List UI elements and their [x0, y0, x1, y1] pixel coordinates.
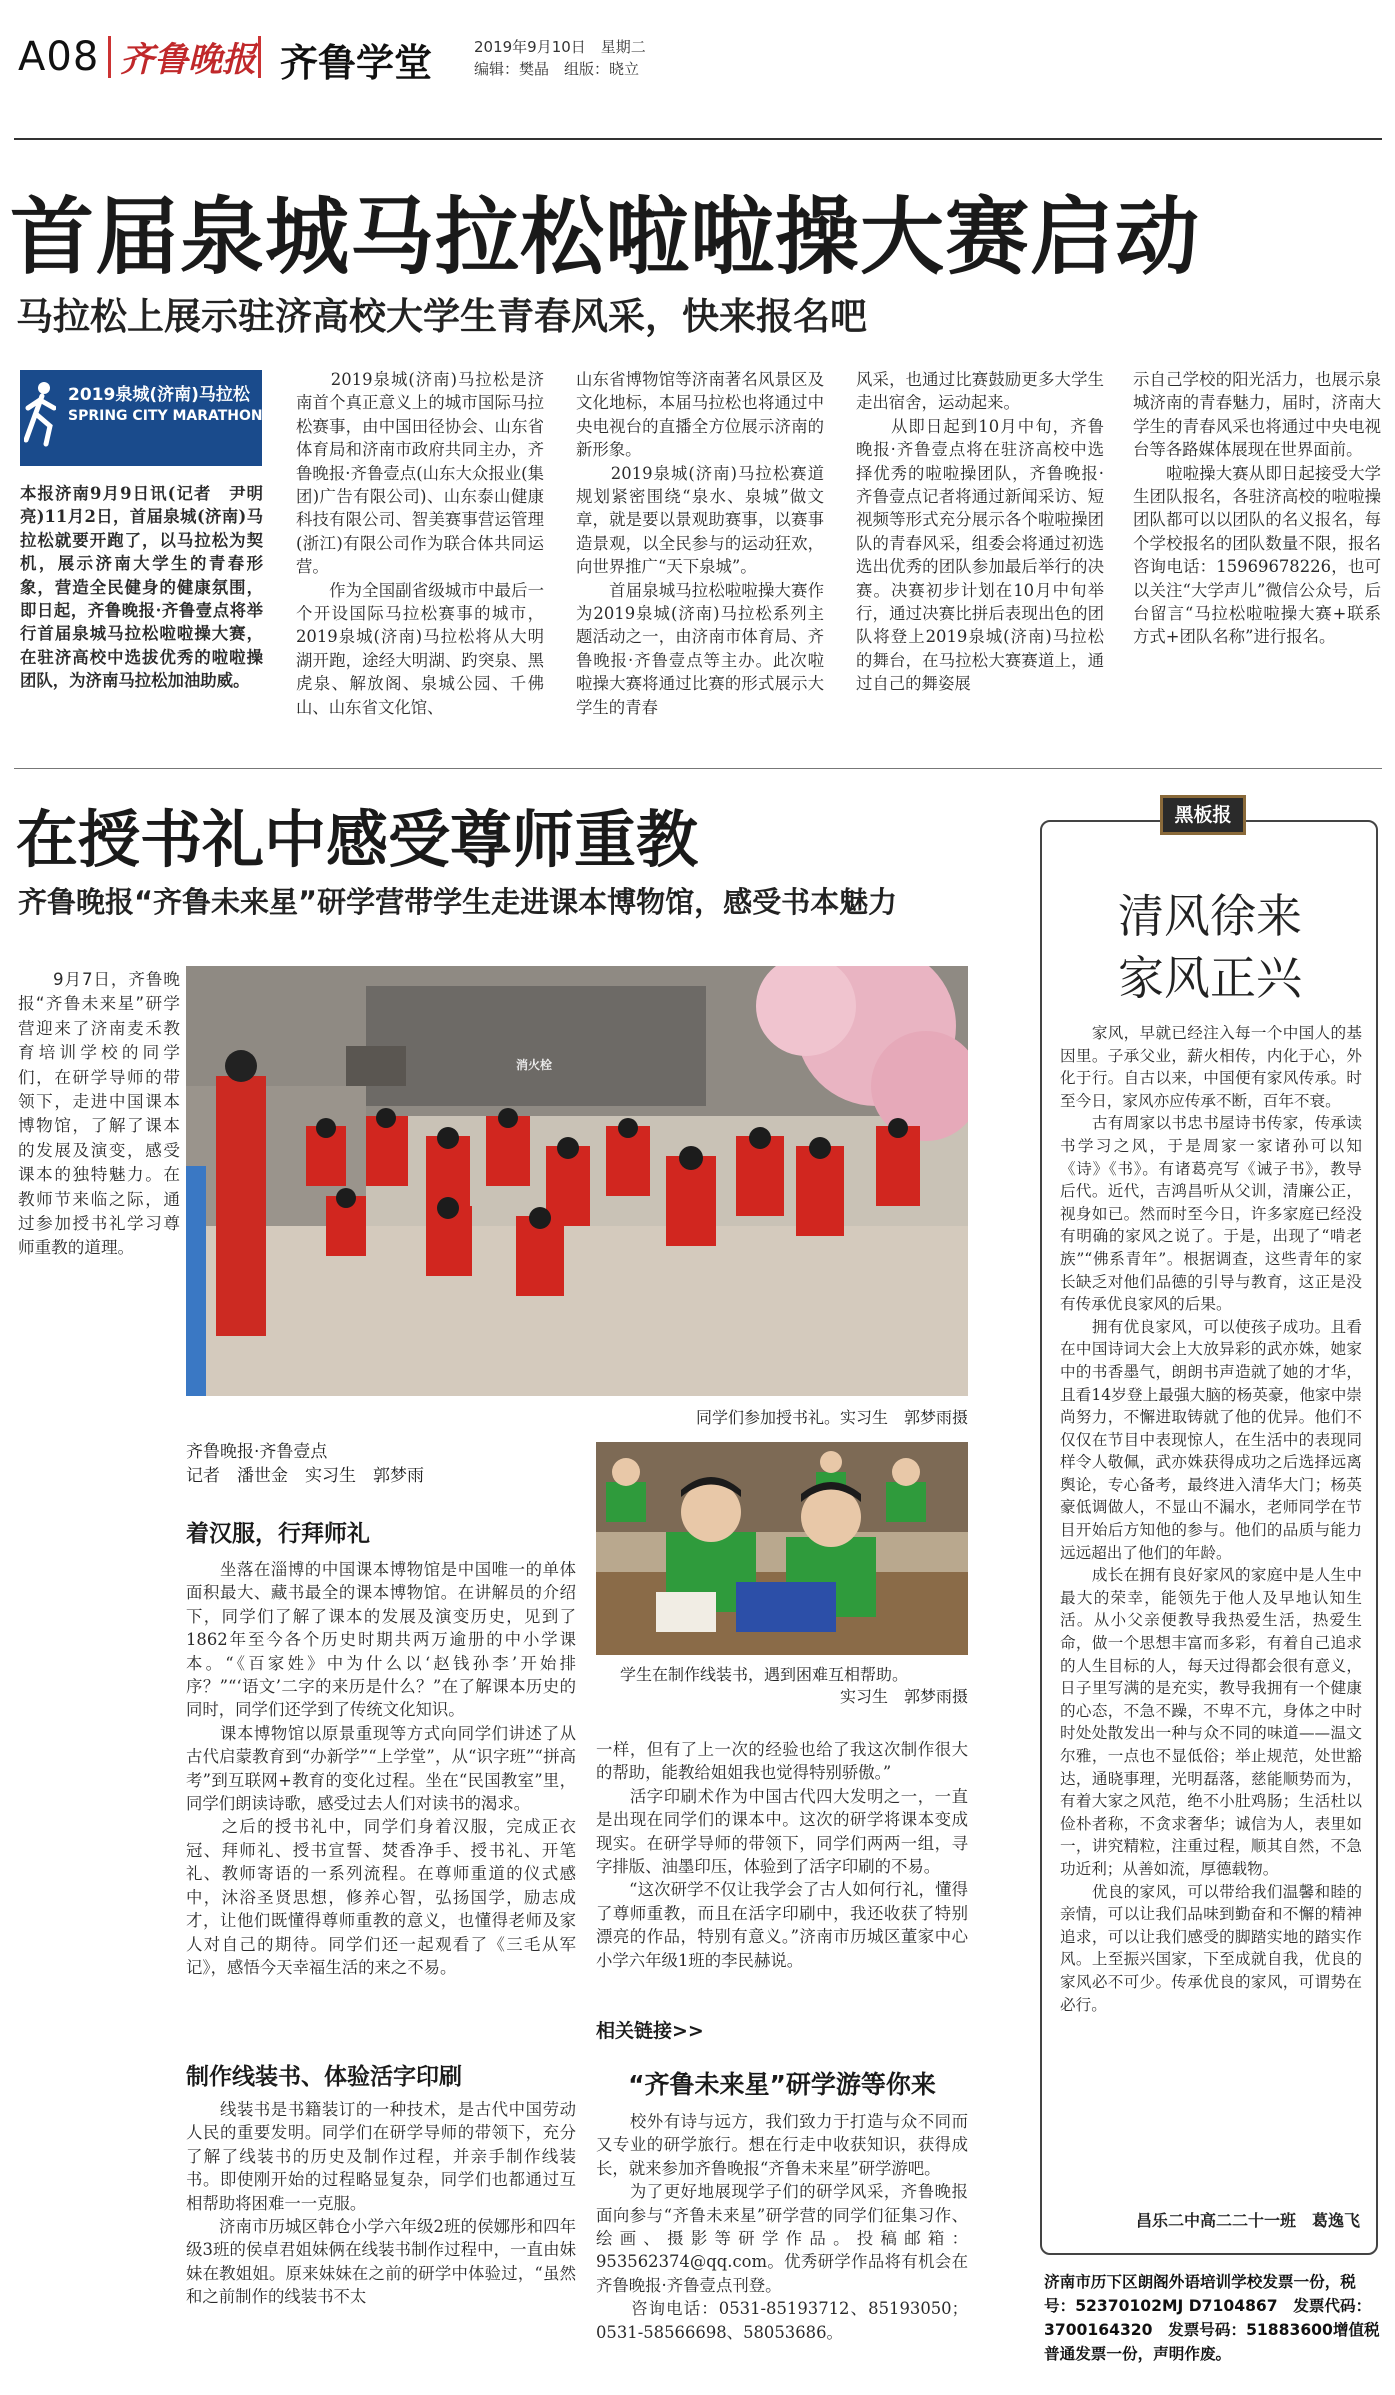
body-bookbinding: 线装书是书籍装订的一种技术，是古代中国劳动人民的重要发明。同学们在研学导师的带领下，充分了解了线装书的历史及制作过程，并亲手制作线装书。即使刚开始的过程略显复杂，同学们也都通过互相帮助将困难一一克服。 济南市历城区韩仓小学六年级2班的侯娜彤和四年级3班的侯卓君姐妹俩在线装书制作过程中，一直由妹妹在教姐姐。原来妹妹在之前的研学中体验过，“虽然和之前制作的线装书不太 — [186, 2100, 576, 2307]
blackboard-title-line1: 清风徐来 — [1118, 889, 1302, 943]
marathon-col-3: 山东省博物馆等济南著名风景区及文化地标，本届马拉松也将通过中央电视台的直播全方位展示济南的新形象。 2019泉城(济南)马拉松赛道规划紧密围绕“泉水、泉城”做文章，就是要以景观助赛事，以赛事造景观，以全民参与的运动狂欢，向世界推广“天下泉城”。 首届泉城马拉松啦啦操大赛作为2019泉城(济南)马拉松系列主题活动之一，由济南市体育局、齐鲁晚报·齐鲁壹点等主办。此次啦啦操大赛将通过比赛的形式展示大学生的青春 — [576, 370, 824, 717]
runner-icon — [24, 378, 56, 448]
subheadline-marathon: 马拉松上展示驻济高校大学生青春风采，快来报名吧 — [16, 295, 867, 338]
subhead-bookbinding: 制作线装书、体验活字印刷 — [186, 2064, 462, 2090]
ceremony-photo-illustration — [186, 966, 968, 1396]
subheadline-textbook: 齐鲁晚报“齐鲁未来星”研学营带学生走进课本博物馆，感受书本魅力 — [18, 885, 898, 919]
page-number: A08 — [18, 34, 100, 80]
headline-marathon: 首届泉城马拉松啦啦操大赛启动 — [10, 188, 1201, 286]
bookbinding-photo-illustration — [596, 1442, 968, 1655]
body-hanfu: 坐落在淄博的中国课本博物馆是中国唯一的单体面积最大、藏书最全的课本博物馆。在讲解员的介绍下，同学们了解了课本的发展及演变历史，见到了1862年至今各个历史时期共两万逾册的中小学课本。“《百家姓》中为什么以‘赵钱孙李’开始排序？”“‘语文’二字的来历是什么？”在了解课本历史的同时，同学们还学到了传统文化知识。 课本博物馆以原景重现等方式向同学们讲述了从古代启蒙教育到“办新学”“上学堂”，从“识字班”“拼高考”到互联网+教育的变化过程。坐在“民国教室”里，同学们朗读诗歌，感受过去人们对读书的渴求。 之后的授书礼中，同学们身着汉服，完成正衣冠、拜师礼、授书宣誓、焚香净手、授书礼、开笔礼、教师寄语的一系列流程。在尊师重道的仪式感中，沐浴圣贤思想，修养心智，弘扬国学，励志成才，让他们既懂得尊师重教的意义，也懂得老师及家人对自己的期待。同学们还一起观看了《三毛从军记》，感悟今天幸福生活的来之不易。 — [186, 1560, 576, 1977]
ceremony-photo-caption: 同学们参加授书礼。实习生 郭梦雨摄 — [695, 1408, 968, 1427]
body-future-star: 校外有诗与远方，我们致力于打造与众不同而又专业的研学旅行。想在行走中收获知识，获得成长，就来参加齐鲁晚报“齐鲁未来星”研学游吧。 为了更好地展现学子们的研学风采，齐鲁晚报面向参与“齐鲁未来星”研学营的同学们征集习作、绘画、摄影等研学作品。投稿邮箱：953562374@qq.com。优秀研学作品将有机会在齐鲁晚报·齐鲁壹点刊登。 咨询电话：0531-85193712、85193050；0531-58566698、58053686。 — [596, 2112, 968, 2342]
marathon-logo-subtitle: SPRING CITY MARATHON 2019 — [68, 408, 307, 424]
bookbinding-caption: 学生在制作线装书，遇到困难互相帮助。 — [620, 1665, 909, 1684]
blackboard-tag: 黑板报 — [1160, 795, 1246, 835]
essay-author: 昌乐二中高二二十一班 葛逸飞 — [1135, 2211, 1360, 2230]
related-link: 相关链接>> — [596, 2020, 704, 2042]
marathon-col-4: 风采，也通过比赛鼓励更多大学生走出宿舍，运动起来。 从即日起到10月中旬，齐鲁晚报·齐鲁壹点将在驻济高校中选择优秀的啦啦操团队，齐鲁晚报·齐鲁壹点记者将通过新闻采访、短视频等形式充分展示各个啦啦操团队的青春风采，组委会将通过初选选出优秀的团队参加最后举行的决赛。决赛初步计划在10月中旬举行，通过决赛比拼后表现出色的团队将登上2019泉城(济南)马拉松的舞台，在马拉松大赛赛道上，通过自己的舞姿展 — [856, 370, 1104, 694]
editor-credit: 编辑：樊晶 组版：晓立 — [474, 60, 640, 78]
textbook-lead: 9月7日，齐鲁晚报“齐鲁未来星”研学营迎来了济南麦禾教育培训学校的同学们，在研学导师的带领下，走进中国课本博物馆，了解了课本的发展及演变，感受课本的独特魅力。在教师节来临之际，通过参加授书礼学习尊师重教的道理。 — [18, 970, 180, 1258]
section-name: 齐鲁学堂 — [280, 41, 433, 85]
hydrant-sign: 消火栓 — [516, 1058, 553, 1072]
marathon-col-5: 示自己学校的阳光活力，也展示泉城济南的青春魅力，届时，济南大学生的青春风采也将通过中央电视台等各路媒体展现在世界面前。 啦啦操大赛从即日起接受大学生团队报名，各驻济高校的啦啦操团队都可以以团队的名义报名，每个学校报名的团队数量不限，报名咨询电话：15969678226，也可以关注“大学声儿”微信公众号，后台留言“马拉松啦啦操大赛+联系方式+团队名称”进行报名。 — [1133, 370, 1381, 647]
issue-date: 2019年9月10日 星期二 — [474, 38, 646, 56]
header-divider — [258, 36, 261, 78]
body-printing: 一样，但有了上一次的经验也给了我这次制作很大的帮助，能教给姐姐我也觉得特别骄傲。” 活字印刷术作为中国古代四大发明之一，一直是出现在同学们的课本中。这次的研学将课本变成现实。在研学导师的带领下，同学们两两一组，寻字排版、油墨印压，体验到了活字印刷的不易。 “这次研学不仅让我学会了古人如何行礼，懂得了尊师重教，而且在活字印刷中，我还收获了特别漂亮的作品，特别有意义。”济南市历城区董家中心小学六年级1班的李民赫说。 — [596, 1740, 968, 1970]
header-rule — [14, 138, 1382, 140]
bookbinding-credit: 实习生 郭梦雨摄 — [839, 1687, 968, 1706]
marathon-col-2: 2019泉城(济南)马拉松是济南首个真正意义上的城市国际马拉松赛事，由中国田径协会、山东省体育局和济南市政府共同主办，齐鲁晚报·齐鲁壹点(山东大众报业(集团)广告有限公司)、山东泰山健康科技有限公司、智美赛事营运管理(浙江)有限公司作为联合体共同运营。 作为全国副省级城市中最后一个开设国际马拉松赛事的城市，2019泉城(济南)马拉松将从大明湖开跑，途经大明湖、趵突泉、黑虎泉、解放阁、泉城公园、千佛山、山东省文化馆、 — [296, 370, 544, 717]
byline: 齐鲁晚报·齐鲁壹点 记者 潘世金 实习生 郭梦雨 — [186, 1442, 424, 1486]
blackboard-essay: 家风，早就已经注入每一个中国人的基因里。子承父业，薪火相传，内化于心，外化于行。自古以来，中国便有家风传承。时至今日，家风亦应传承不断，百年不衰。 古有周家以书忠书屋诗书传家，传承读书学习之风，于是周家一家诸孙可以知《诗》《书》。有诸葛亮写《诫子书》，教导后代。近代，吉鸿昌听从父训，清廉公正，视身如已。然而时至今日，许多家庭已经没有明确的家风之说了。于是，出现了“啃老族”“佛系青年”。根据调查，这些青年的家长缺乏对他们品德的引导与教育，这正是没有传承优良家风的后果。 拥有优良家风，可以使孩子成功。且看在中国诗词大会上大放异彩的武亦姝，她家中的书香墨气，朗朗书声造就了她的才华，且看14岁登上最强大脑的杨英豪，他家中崇尚努力，不懈进取铸就了他的优异。他们不仅仅在节目中表现惊人，在生活中的表现同样令人敬佩，武亦姝获得成功之后选择远离舆论，专心备考，最终进入清华大门；杨英豪低调做人，不显山不漏水，老师同学在节目开始后方知他的参与。他们的品质与能力远远超出了他们的年龄。 成长在拥有良好家风的家庭中是人生中最大的荣幸，能领先于他人及早地认知生活。从小父亲便教导我热爱生活，热爱生命，做一个思想丰富而多彩，有着自己追求的人生目标的人，每天过得都会很有意义，日子里写满的是充实，教导我拥有一个健康的心态，不急不躁，不卑不亢，身体之中时时处处散发出一种与众不同的味道——温文尔雅，一点也不显低俗；举止规范，处世豁达，通晓事理，光明磊落，慈能顺势而为，有着大家之风范，绝不小肚鸡肠；生活杜以俭朴者称，不贪求奢华；诚信为人，表里如一，讲究精粒，注重过程，顺其自然，不急功近利；从善如流，厚德载物。 优良的家风，可以带给我们温馨和睦的亲情，可以让我们品味到勤奋和不懈的精神追求，可以让我们感受的脚踏实地的踏实作风。上至振兴国家，下至成就自我，优良的家风必不可少。传承优良的家风，可谓势在必行。 — [1060, 1024, 1362, 2014]
subhead-future-star: “齐鲁未来星”研学游等你来 — [628, 2070, 936, 2099]
bookbinding-photo — [596, 1442, 968, 1655]
subhead-hanfu: 着汉服，行拜师礼 — [186, 1521, 370, 1547]
ceremony-photo — [186, 966, 968, 1396]
marathon-logo — [20, 370, 307, 466]
blackboard-title-line2: 家风正兴 — [1118, 951, 1302, 1005]
headline-textbook: 在授书礼中感受尊师重教 — [16, 803, 699, 876]
header-divider — [108, 36, 111, 78]
marathon-col-1: 本报济南9月9日讯(记者 尹明亮)11月2日，首届泉城(济南)马拉松就要开跑了，以马拉松为契机，展示济南大学生的青春形象，营造全民健身的健康氛围，即日起，齐鲁晚报·齐鲁壹点将举行首届泉城马拉松啦啦操大赛，在驻济高校中选拔优秀的啦啦操团队，为济南马拉松加油助威。 — [20, 484, 263, 691]
newspaper-logo: 齐鲁晚报 — [120, 40, 256, 80]
section-rule — [14, 768, 1382, 769]
invoice-void-notice: 济南市历下区朗阁外语培训学校发票一份，税号：52370102MJ D7104867 发票代码：3700164320 发票号码：51883600增值税普通发票一份，声明作废。 — [1044, 2273, 1380, 2363]
marathon-logo-title: 2019泉城(济南)马拉松 — [68, 385, 250, 405]
